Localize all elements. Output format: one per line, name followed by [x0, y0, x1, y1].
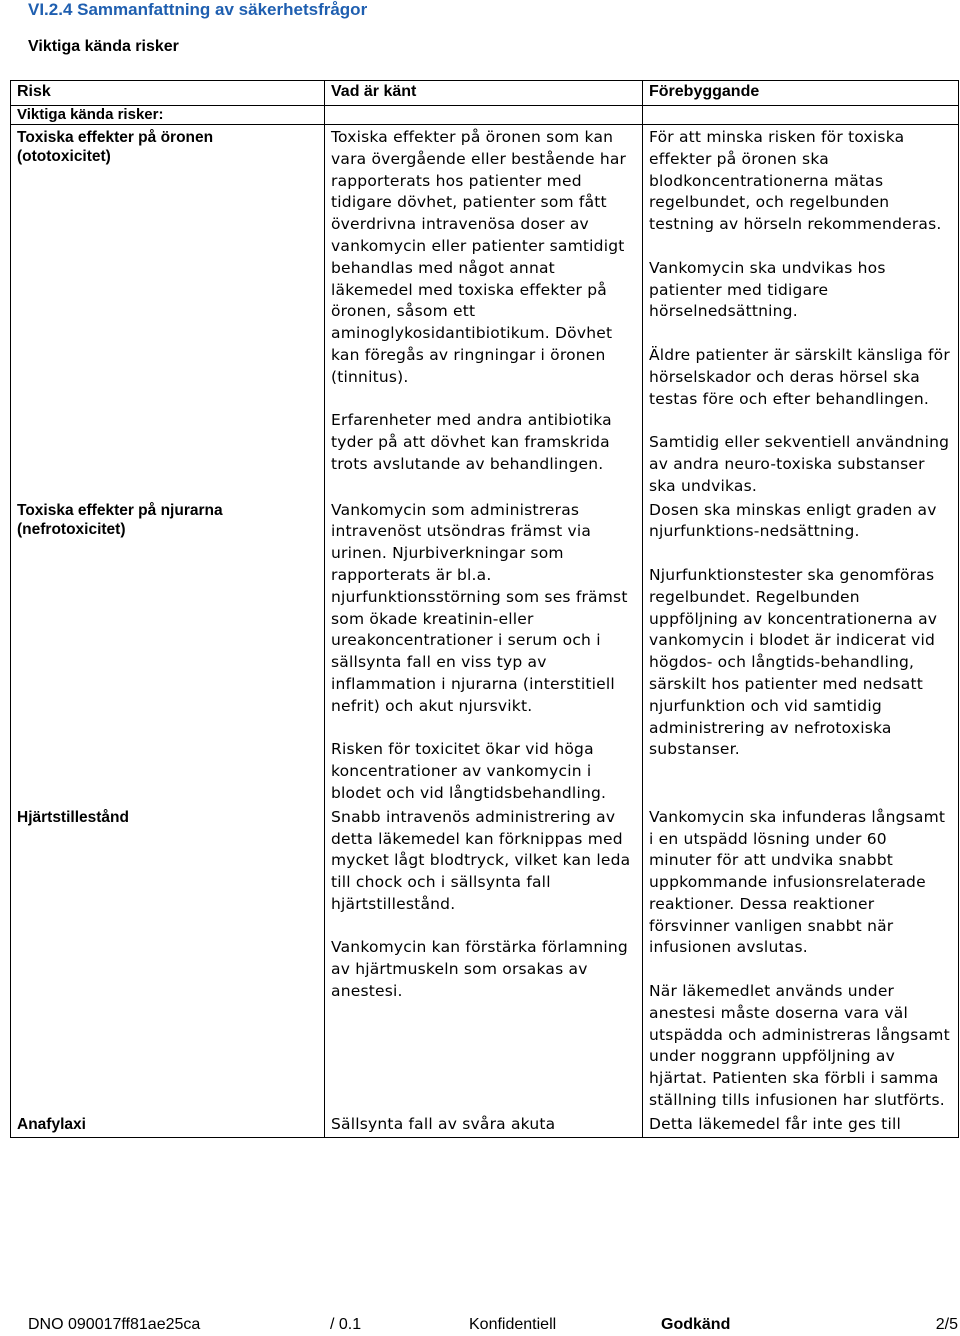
table-row	[11, 805, 959, 1112]
risk-name: Toxiska effekter på njurarna	[17, 501, 223, 519]
prevention-paragraph: Njurfunktionstester ska genomföras regelbundet. Regelbunden uppföljning av koncentrationerna av vankomycin i blodet är indicerat vid högdos- och långtids-behandling, särskilt hos patienter med nedsatt njurfunktion och vid samtidig administrering av nefrotoxiska substanser.	[649, 565, 938, 759]
risk-name: Anafylaxi	[17, 1115, 86, 1133]
known-cell	[325, 805, 643, 1112]
risk-name-term: (nefrotoxicitet)	[17, 520, 126, 538]
page-number: 2/5	[935, 1316, 958, 1333]
prevention-cell	[643, 805, 959, 1112]
group-label-row	[11, 106, 959, 125]
risk-table	[10, 80, 959, 1138]
prevention-paragraph: Detta läkemedel får inte ges till	[649, 1114, 901, 1133]
prevention-paragraph: Samtidig eller sekventiell användning av andra neuro-toxiska substanser ska undvikas.	[649, 433, 950, 495]
table-row	[11, 498, 959, 805]
document-version: / 0.1	[330, 1316, 362, 1333]
prevention-paragraph: När läkemedlet används under anestesi måste doserna vara väl utspädda och administreras långsamt under noggrann uppföljning av hjärtat. Patienten ska förbli i samma ställning tills infusionen har slutförts.	[649, 982, 950, 1110]
prevention-cell	[643, 498, 959, 805]
prevention-cell	[643, 1112, 959, 1138]
known-paragraph: Erfarenheter med andra antibiotika tyder på att dövhet kan framskrida trots avslutande av behandlingen.	[331, 411, 612, 473]
risk-name-term: (ototoxicitet)	[17, 148, 111, 165]
prevention-paragraph: Vankomycin ska undvikas hos patienter med tidigare hörselnedsättning.	[649, 258, 886, 321]
prevention-paragraph: För att minska risken för toxiska effekter på öronen ska blodkoncentrationerna mätas regelbundet, och regelbunden testning av hörseln rekommenderas.	[649, 128, 942, 234]
known-paragraph: Snabb intravenös administrering av detta läkemedel kan förknippas med mycket lågt blodtryck, vilket kan leda till chock och i sällsynta fall hjärtstillestånd.	[331, 807, 631, 913]
prevention-cell	[643, 125, 959, 498]
document-number: DNO 090017ff81ae25ca	[28, 1316, 201, 1333]
risk-name: Hjärtstillestånd	[17, 808, 129, 826]
group-label: Viktiga kända risker:	[11, 106, 325, 125]
section-title: VI.2.4 Sammanfattning av säkerhetsfrågor	[28, 0, 368, 19]
risk-name-cell	[11, 125, 325, 498]
table-row	[11, 125, 959, 498]
known-paragraph: Vankomycin som administreras intravenöst utsöndras främst via urinen. Njurbiverkningar som rapporterats är bl.a. njurfunktionsstörning som ses främst som ökade kreatinin-eller ureakoncentrationer i serum och i sällsynta fall en viss typ av inflammation i njurarna (interstitiell nefrit) och akut njursvikt.	[331, 500, 628, 715]
approval-status: Godkänd	[661, 1316, 731, 1333]
known-cell	[325, 1112, 643, 1138]
table-header-row	[11, 81, 959, 106]
known-paragraph: Vankomycin kan förstärka förlamning av hjärtmuskeln som orsakas av anestesi.	[331, 938, 628, 1001]
risk-name-cell	[11, 1112, 325, 1138]
risk-name-cell	[11, 805, 325, 1112]
known-paragraph: Toxiska effekter på öronen som kan vara övergående eller bestående har rapporterats hos patienter med tidigare dövhet, patienter som fått överdrivna intravenösa doser av vankomycin eller patienter samtidigt behandlas med något annat läkemedel med toxiska effekter på öronen, såsom ett aminoglykosidantibiotikum. Dövhet kan föregås av ringningar i öronen (tinnitus).	[331, 128, 627, 386]
known-cell	[325, 125, 643, 498]
column-header-known: Vad är känt	[325, 81, 643, 106]
page-footer	[28, 1316, 958, 1336]
prevention-paragraph: Vankomycin ska infunderas långsamt i en utspädd lösning under 60 minuter för att undvika snabbt uppkommande infusionsrelaterade reaktioner. Dessa reaktioner försvinner vanligen snabbt när infusionen avslutas.	[649, 807, 946, 957]
column-header-risk: Risk	[11, 81, 325, 106]
column-header-prevention: Förebyggande	[643, 81, 959, 106]
confidentiality-label: Konfidentiell	[469, 1316, 557, 1333]
subsection-title: Viktiga kända risker	[28, 38, 179, 55]
risk-name-cell	[11, 498, 325, 805]
table-row	[11, 1112, 959, 1138]
known-cell	[325, 498, 643, 805]
known-paragraph: Risken för toxicitet ökar vid höga koncentrationer av vankomycin i blodet och vid långtidsbehandling.	[331, 740, 607, 802]
prevention-paragraph: Dosen ska minskas enligt graden av njurfunktions-nedsättning.	[649, 500, 937, 541]
risk-name: Toxiska effekter på öronen	[17, 129, 214, 146]
prevention-paragraph: Äldre patienter är särskilt känsliga för hörselskador och deras hörsel ska testas före och efter behandlingen.	[649, 345, 950, 408]
known-paragraph: Sällsynta fall av svåra akuta	[331, 1114, 556, 1133]
